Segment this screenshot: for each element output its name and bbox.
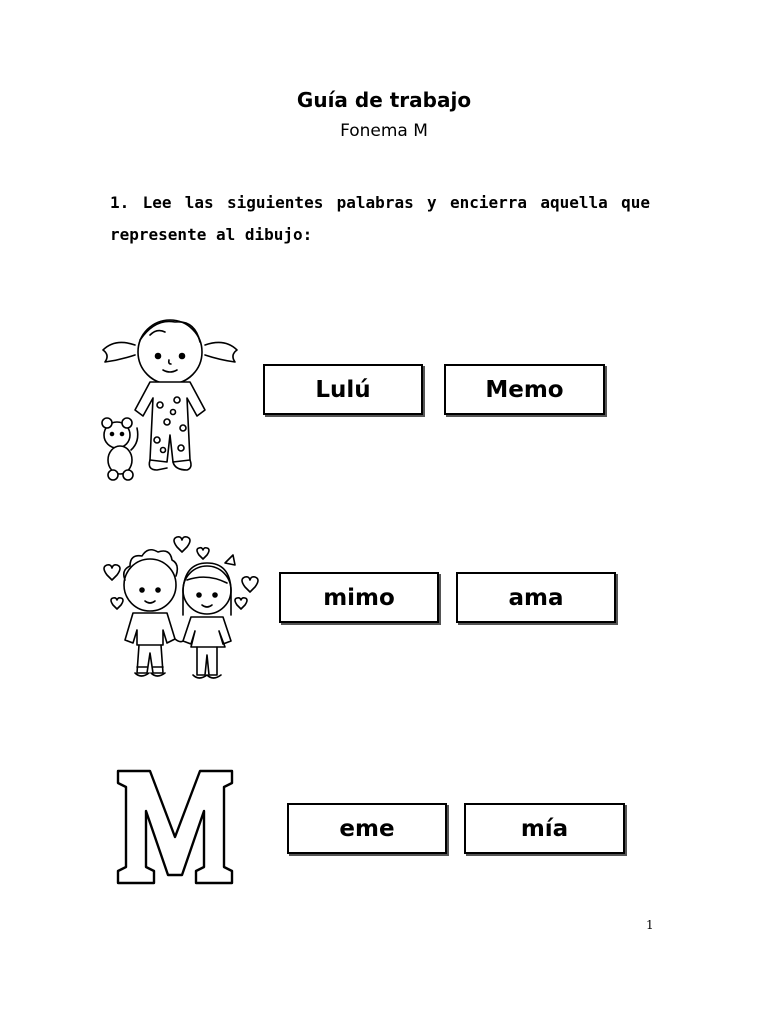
- worksheet-subtitle: Fonema M: [340, 121, 428, 141]
- word-option-memo[interactable]: Memo: [444, 364, 605, 415]
- worksheet-title: Guía de trabajo: [296, 88, 472, 112]
- page-number: 1: [646, 918, 654, 932]
- word-option-mia[interactable]: mía: [464, 803, 625, 854]
- letter-m-outline-icon: [110, 765, 240, 890]
- instruction-text: 1. Lee las siguientes palabras y encierra aquella que represente al dibujo:: [110, 193, 650, 244]
- word-option-lulu[interactable]: Lulú: [263, 364, 423, 415]
- word-option-eme[interactable]: eme: [287, 803, 447, 854]
- word-option-ama[interactable]: ama: [456, 572, 616, 623]
- children-holding-hands-icon: [95, 535, 265, 685]
- girl-with-teddy-icon: [95, 310, 245, 485]
- word-option-mimo[interactable]: mimo: [279, 572, 439, 623]
